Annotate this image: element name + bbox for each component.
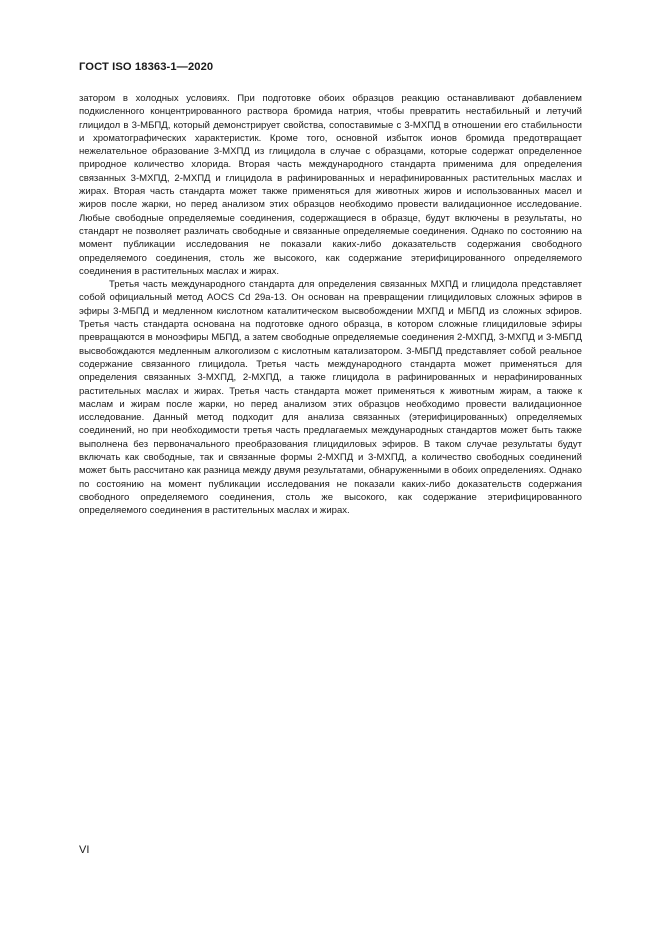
main-text-block [79, 92, 582, 518]
paragraph-third-part: Третья часть международного стандарта для определения связанных МХПД и глицидола представляет собой официальный метод AOCS Cd 29a-13. Он основан на превращении глицидиловых сложных эфиров в эфиры 3-МБПД и медленном кислотном каталитическом высвобождении МХПД и МБПД из сложных эфиров. Третья часть стандарта основана на подготовке одного образца, в котором сложные глицидиловые эфиры превращаются в моноэфиры МБПД, а затем свободные определяемые соединения 2-МХПД, 3-МХПД и 3-МБПД высвобождаются медленным алкоголизом с кислотным катализатором. 3-МБПД представляет собой реальное содержание связанного глицидола. Третья часть международного стандарта может применяться для определения связанных 3-МХПД, 2-МХПД, а также глицидола в рафинированных и нерафинированных растительных маслах и жирах. Третья часть стандарта может применяться к животным жирам, а также к маслам и жирам после жарки, но перед анализом этих образцов необходимо провести валидационное исследование. Данный метод подходит для анализа связанных (этерифицированных) определяемых соединений, но при необходимости третья часть предлагаемых международных стандартов может быть также выполнена без первоначального преобразования глицидиловых эфиров. В таком случае результаты будут включать как свободные, так и связанные формы 2-МХПД и 3-МХПД, а количество свободных соединений может быть рассчитано как разница между двумя результатами, обнаруженными в обоих определениях. Однако по состоянию на момент публикации исследования не показали каких-либо доказательств содержания свободного определяемого соединения, столь же высокого, как содержание этерифицированного определяемого соединения в растительных маслах и жирах. [79, 279, 582, 517]
standard-title-header: ГОСТ ISO 18363-1—2020 [79, 61, 214, 73]
paragraph-continued: затором в холодных условиях. При подготовке обоих образцов реакцию останавливают добавлением подкисленного концентрированного раствора бромида натрия, чтобы превратить нестабильный и летучий глицидол в 3-МБПД, который демонстрирует свойства, сопоставимые с 3-МХПД в отношении его стабильности и хроматографических характеристик. Кроме того, основной избыток ионов бромида предотвращает нежелательное образование 3-МХПД из глицидола в случае с образцами, которые содержат определенное природное количество хлорида. Вторая часть международного стандарта применима для определения связанных 3-МХПД, 2-МХПД и глицидола в рафинированных и нерафинированных растительных маслах и жирах. Вторая часть стандарта может также применяться для животных жиров и использованных масел и жиров после жарки, но перед анализом этих образцов необходимо провести валидационное исследование. Любые свободные определяемые соединения, содержащиеся в образце, будут включены в результаты, но стандарт не позволяет различать свободные и связанные определяемые соединения. Однако по состоянию на момент публикации исследования не показали каких-либо доказательств содержания свободного определяемого соединения, столь же высокого, как содержание этерифицированного определяемого соединения в растительных маслах и жирах. [79, 93, 582, 277]
page-number: VI [79, 844, 90, 856]
